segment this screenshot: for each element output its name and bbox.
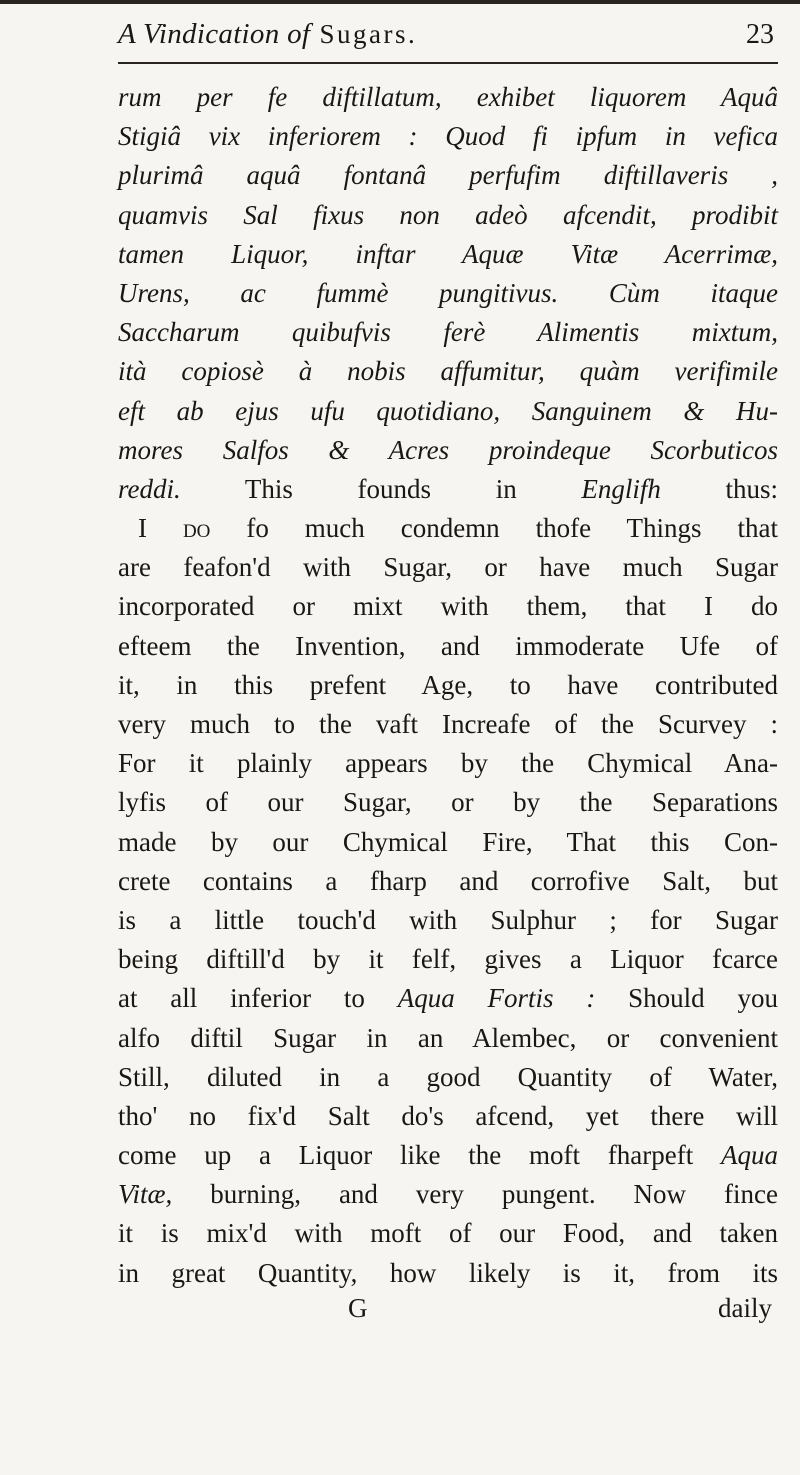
text-line [118, 274, 778, 313]
text-segment: quamvis Sal fixus non adeò afcendit, prodibit [118, 199, 778, 230]
text-segment: tho' no fix'd Salt do's afcend, yet there will [118, 1100, 778, 1131]
text-line [118, 744, 778, 783]
text-line [118, 979, 778, 1018]
text-segment: very much to the vaft Increafe of the Scurvey : [118, 709, 778, 739]
body-text [118, 78, 778, 1293]
text-line [118, 1214, 778, 1253]
text-line [118, 392, 778, 431]
text-segment: lyfis of our Sugar, or by the Separations [118, 787, 778, 818]
catchword: daily [718, 1292, 772, 1323]
text-segment: come up a Liquor like the moft fharpeft [118, 1140, 721, 1171]
running-title-prefix: A Vindication [118, 18, 288, 50]
running-head [118, 18, 778, 64]
text-segment: eft ab ejus ufu quotidiano, Sanguinem & Hu- [118, 395, 778, 426]
text-line [118, 1136, 778, 1175]
text-segment: being diftill'd by it felf, gives a Liquor fcarce [118, 944, 778, 975]
text-segment: ità copiosè à nobis affumitur, quàm verifimile [118, 356, 778, 387]
text-line [118, 313, 778, 352]
text-segment: plurimâ aquâ fontanâ perfufim diftillaveris , [118, 160, 778, 191]
running-title-caps: Sugars. [310, 19, 418, 49]
text-segment: thus: [660, 473, 778, 504]
text-line [118, 783, 778, 822]
text-segment: are feafon'd with Sugar, or have much Sugar [118, 552, 778, 583]
text-segment: at all inferior to [118, 983, 398, 1014]
page-number: 23 [746, 19, 774, 50]
text-segment: tamen Liquor, inftar Aquæ Vitæ Acerrimæ, [118, 238, 778, 269]
text-line [118, 470, 778, 509]
text-line [118, 862, 778, 901]
text-line [118, 196, 778, 235]
signature-mark: G [348, 1292, 368, 1323]
text-line [118, 548, 778, 587]
text-line [118, 627, 778, 666]
running-title [118, 18, 417, 51]
text-segment: made by our Chymical Fire, That this Con- [118, 826, 778, 857]
text-segment: in great Quantity, how likely is it, from its [118, 1257, 778, 1288]
text-segment: Urens, ac fummè pungitivus. Cùm itaque [118, 277, 778, 308]
text-segment: I do [138, 513, 211, 544]
text-segment: fo much condemn thofe Things that [210, 513, 778, 544]
text-segment: burning, and very pungent. Now fince [172, 1179, 778, 1210]
text-segment: For it plainly appears by the Chymical Ana- [118, 748, 778, 779]
text-segment: alfo diftil Sugar in an Alembec, or convenient [118, 1022, 778, 1053]
text-line [118, 352, 778, 391]
text-segment: This founds in [180, 473, 582, 504]
text-segment: Vitæ, [118, 1179, 173, 1210]
text-line [118, 509, 778, 548]
text-segment: incorporated or mixt with them, that I do [118, 591, 778, 622]
text-line [118, 666, 778, 705]
text-line [118, 156, 778, 195]
book-page [118, 18, 778, 1332]
text-segment: Englifh [581, 473, 661, 504]
top-rule [0, 0, 800, 10]
text-line [118, 1019, 778, 1058]
text-segment: rum per fe diftillatum, exhibet liquorem Aquâ [118, 82, 778, 112]
text-segment: Should you [595, 983, 778, 1014]
text-line [118, 78, 778, 117]
text-line [118, 431, 778, 470]
text-line [118, 1097, 778, 1136]
text-segment: Saccharum quibufvis ferè Alimentis mixtum, [118, 317, 778, 348]
page-footer [118, 1293, 778, 1332]
text-line [118, 823, 778, 862]
text-segment: Stigiâ vix inferiorem : Quod fi ipfum in vefica [118, 121, 778, 152]
text-line [118, 1254, 778, 1293]
text-segment: crete contains a fharp and corrofive Salt, but [118, 865, 778, 896]
text-segment: it is mix'd with moft of our Food, and taken [118, 1218, 778, 1249]
text-segment: it, in this prefent Age, to have contributed [118, 669, 778, 700]
text-segment: efteem the Invention, and immoderate Ufe of [118, 630, 778, 661]
text-segment: is a little touch'd with Sulphur ; for Sugar [118, 904, 778, 935]
text-line [118, 117, 778, 156]
text-segment: Aqua Fortis : [397, 983, 596, 1014]
running-title-of: of [287, 18, 311, 50]
text-segment: Still, diluted in a good Quantity of Water, [118, 1061, 778, 1092]
text-line [118, 1058, 778, 1097]
text-segment: Aqua [721, 1140, 778, 1171]
text-line [118, 587, 778, 626]
text-line [118, 901, 778, 940]
text-line [118, 235, 778, 274]
text-line [118, 705, 778, 744]
text-line [118, 940, 778, 979]
text-segment: reddi. [118, 473, 181, 504]
text-segment: mores Salfos & Acres proindeque Scorbuticos [118, 434, 778, 465]
text-line [118, 1175, 778, 1214]
